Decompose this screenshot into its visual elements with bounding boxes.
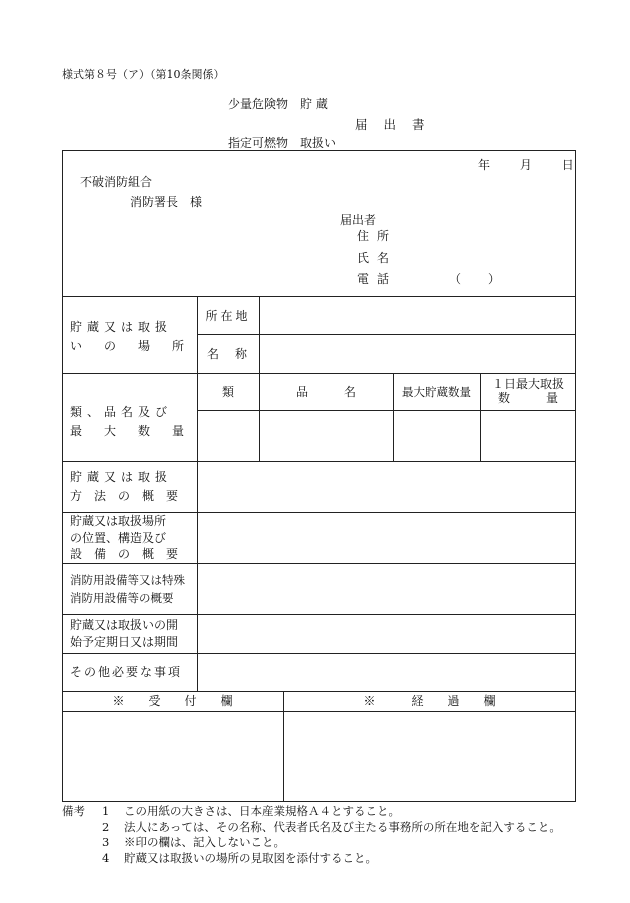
col-max-storage-header: 最大貯蔵数量 <box>402 385 471 399</box>
start-date-input[interactable] <box>198 615 575 652</box>
location-address-label: 所在地 <box>205 309 251 323</box>
reception-area <box>63 712 282 801</box>
structure-input[interactable] <box>198 513 575 562</box>
tel-paren-open: （ <box>449 272 462 286</box>
location-name-label: 名 称 <box>206 347 249 361</box>
item-max-storage-input[interactable] <box>394 411 479 460</box>
other-label: その他必要な事項 <box>70 665 183 679</box>
location-label: 貯蔵又は取扱 い の 場 所 <box>70 320 190 353</box>
item-daily-max-input[interactable] <box>481 411 575 460</box>
tel-paren-close: ） <box>488 272 501 286</box>
addressee-org: 不破消防組合 <box>80 175 153 189</box>
document-title: 届 出 書 <box>355 117 431 132</box>
addressee-chief: 消防署長 様 <box>130 195 203 209</box>
note-item: 法人にあっては、その名称、代表者氏名及び主たる事務所の所在地を記入すること。 <box>124 819 561 834</box>
progress-area <box>284 712 575 801</box>
notifier-name-label: 氏名 <box>357 251 398 265</box>
note-item: ※印の欄は、記入しないこと。 <box>124 835 285 849</box>
items-label: 類、品名及び 最 大 数 量 <box>70 405 190 438</box>
title-storage-line: 少量危険物 貯 蔵 <box>228 97 328 111</box>
title-handling-line: 指定可燃物 取扱い <box>228 136 337 150</box>
item-product-input[interactable] <box>260 411 392 460</box>
progress-header: ※ 経 過 欄 <box>363 694 496 708</box>
reception-header: ※ 受 付 欄 <box>112 694 233 708</box>
notifier-label: 届出者 <box>340 213 377 227</box>
other-input[interactable] <box>198 654 575 690</box>
col-class-header: 類 <box>221 385 234 399</box>
fire-equipment-input[interactable] <box>198 564 575 613</box>
date-month: 月 <box>519 158 532 172</box>
structure-label: 貯蔵又は取扱場所 の位置、構造及び 設 備 の 概 要 <box>70 514 179 561</box>
location-name-input[interactable] <box>260 335 575 372</box>
form-number-label: 様式第８号（ア）（第10条関係） <box>62 68 225 81</box>
notes-section: 備考 1 この用紙の大きさは、日本産業規格Ａ４とすること。 2 法人にあっては、その名称、代表者氏名及び主たる事務所の所在地を記入すること。 3 ※印の欄は、記入しないこと。 4 貯蔵又は取扱いの場所の見取図を添付すること。 <box>62 804 561 865</box>
method-label: 貯蔵又は取扱 方法の概要 <box>70 470 191 503</box>
fire-equipment-label: 消防用設備等又は特殊 消防用設備等の概要 <box>70 573 185 605</box>
col-product-header: 品 名 <box>295 385 356 399</box>
date-field[interactable] <box>478 156 574 173</box>
date-day: 日 <box>561 158 574 172</box>
notifier-tel-label: 電話 <box>357 272 398 286</box>
col-daily-max-header: １日最大取扱 数 量 <box>491 377 564 405</box>
notifier-address-label: 住所 <box>357 229 398 243</box>
note-item: 貯蔵又は取扱いの場所の見取図を添付すること。 <box>124 850 377 865</box>
item-class-input[interactable] <box>198 411 258 460</box>
start-date-label: 貯蔵又は取扱いの開 始予定期日又は期間 <box>70 618 179 649</box>
note-item: この用紙の大きさは、日本産業規格Ａ４とすること。 <box>124 804 400 818</box>
date-year: 年 <box>478 158 491 172</box>
notes-heading: 備考 <box>62 804 85 818</box>
location-address-input[interactable] <box>260 297 575 334</box>
method-input[interactable] <box>198 462 575 511</box>
